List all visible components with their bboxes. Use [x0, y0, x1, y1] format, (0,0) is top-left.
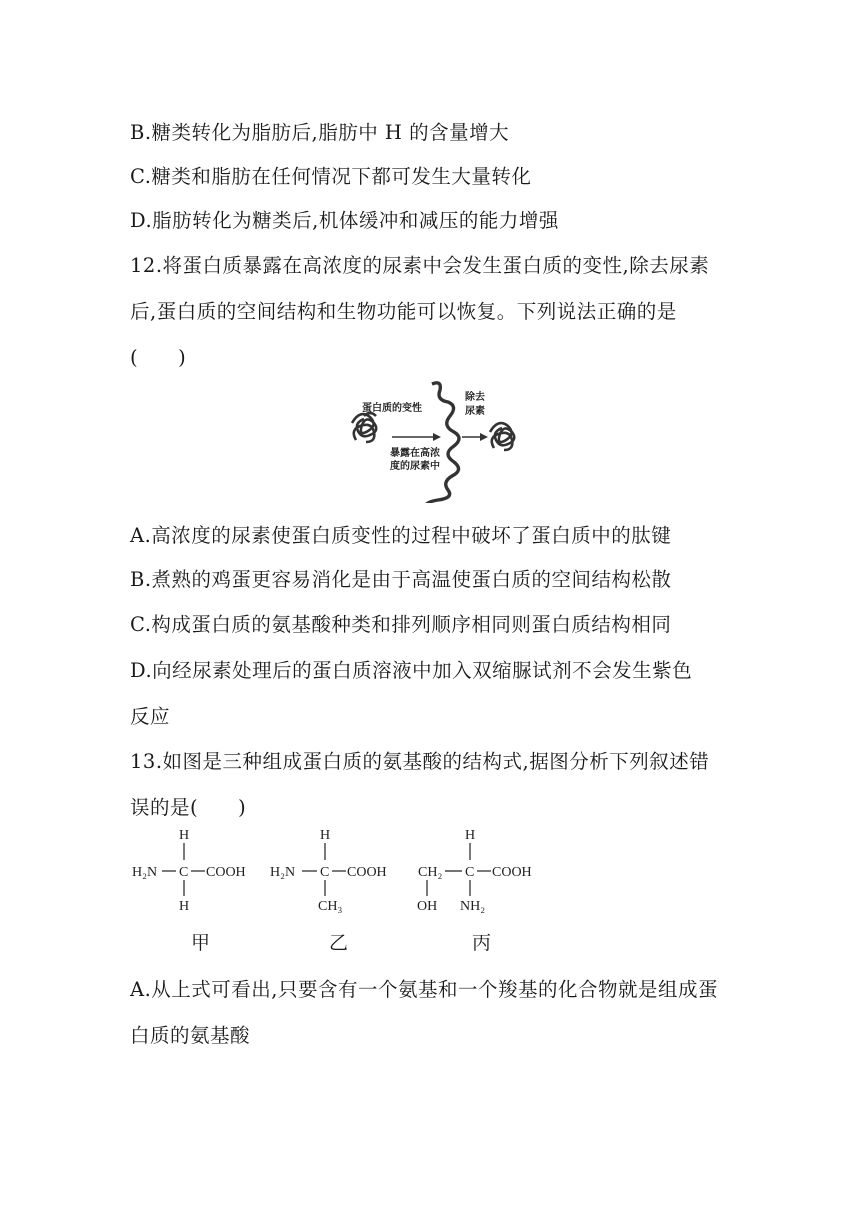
q11-option-d: D.脂肪转化为糖类后,机体缓冲和减压的能力增强 — [130, 209, 559, 232]
structure-jia — [132, 828, 246, 914]
label-jia: 甲 — [191, 932, 211, 954]
q13-option-a-line1: A.从上式可看出,只要含有一个氨基和一个羧基的化合物就是组成蛋 — [130, 978, 718, 1001]
svg-text:C: C — [179, 865, 189, 880]
q11-option-c: C.糖类和脂肪在任何情况下都可发生大量转化 — [130, 165, 532, 188]
svg-text:CH₂: CH₂ — [418, 865, 443, 880]
svg-text:C: C — [465, 865, 475, 880]
label-expose-2: 度的尿素中 — [390, 461, 440, 472]
protein-denaturation-figure — [340, 378, 530, 503]
q12-option-a: A.高浓度的尿素使蛋白质变性的过程中破坏了蛋白质中的肽键 — [130, 524, 672, 547]
amino-acid-structures — [130, 822, 570, 922]
label-yi: 乙 — [329, 932, 349, 954]
unfolded-chain — [426, 383, 459, 503]
folded-protein-left — [352, 413, 376, 442]
q12-stem-line3: ( ) — [130, 346, 187, 369]
q13-stem-line2: 误的是( ) — [130, 796, 247, 819]
svg-text:CH₃: CH₃ — [318, 899, 343, 914]
svg-text:H: H — [179, 899, 190, 914]
q13-option-a-line2: 白质的氨基酸 — [130, 1024, 251, 1047]
structure-yi — [270, 828, 387, 914]
label-expose-1: 暴露在高浓 — [390, 448, 440, 459]
svg-text:H₂N: H₂N — [132, 865, 158, 880]
svg-text:COOH: COOH — [347, 865, 387, 880]
structure-bing — [417, 828, 532, 914]
label-bing: 丙 — [472, 932, 492, 954]
q11-option-b: B.糖类转化为脂肪后,脂肪中 H 的含量增大 — [130, 121, 510, 144]
folded-protein-right — [490, 423, 514, 450]
q12-option-c: C.构成蛋白质的氨基酸种类和排列顺序相同则蛋白质结构相同 — [130, 613, 672, 636]
svg-text:H: H — [320, 828, 331, 843]
svg-text:COOH: COOH — [206, 865, 246, 880]
svg-text:H: H — [465, 828, 476, 843]
q12-stem-line2: 后,蛋白质的空间结构和生物功能可以恢复。下列说法正确的是 — [130, 300, 677, 323]
svg-text:OH: OH — [417, 899, 438, 914]
label-denature: 蛋白质的变性 — [362, 403, 422, 414]
q12-stem-line1: 12.将蛋白质暴露在高浓度的尿素中会发生蛋白质的变性,除去尿素 — [130, 254, 710, 277]
svg-text:H: H — [179, 828, 190, 843]
svg-text:COOH: COOH — [492, 865, 532, 880]
label-remove: 除去 — [465, 392, 485, 403]
svg-text:C: C — [320, 865, 330, 880]
svg-text:H₂N: H₂N — [270, 865, 296, 880]
q13-stem-line1: 13.如图是三种组成蛋白质的氨基酸的结构式,据图分析下列叙述错 — [130, 750, 710, 773]
q12-option-d-line1: D.向经尿素处理后的蛋白质溶液中加入双缩脲试剂不会发生紫色 — [130, 659, 693, 682]
q12-option-d-line2: 反应 — [130, 705, 171, 728]
label-urea: 尿素 — [465, 406, 485, 417]
svg-text:NH₂: NH₂ — [460, 899, 486, 914]
q12-option-b: B.煮熟的鸡蛋更容易消化是由于高温使蛋白质的空间结构松散 — [130, 568, 672, 591]
